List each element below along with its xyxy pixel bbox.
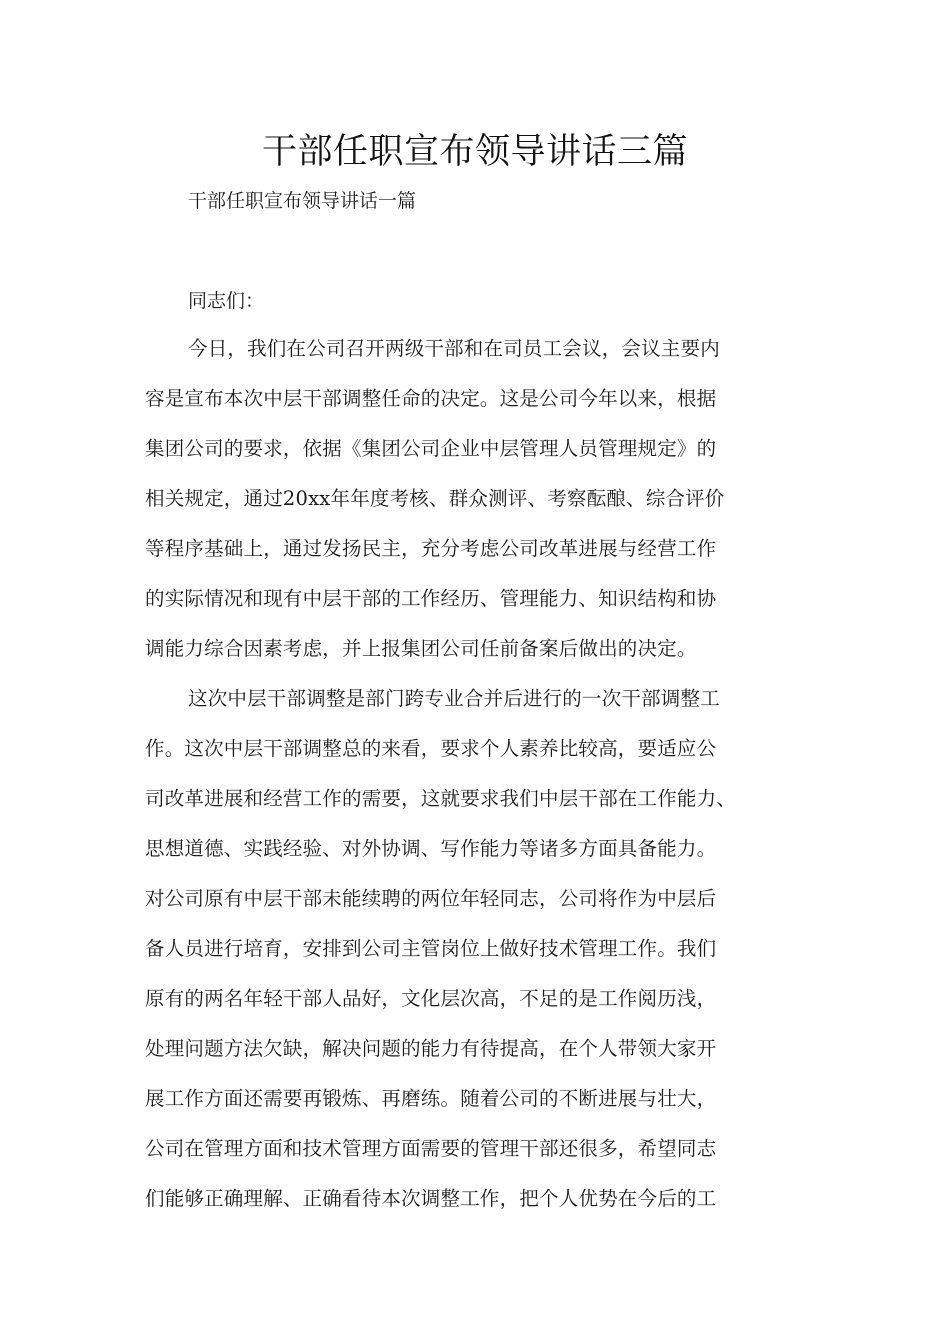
- text-line: 的实际情况和现有中层干部的工作经历、管理能力、知识结构和协: [145, 587, 717, 610]
- text-line: 这次中层干部调整是部门跨专业合并后进行的一次干部调整工: [188, 687, 720, 710]
- text-line: 等程序基础上，通过发扬民主，充分考虑公司改革进展与经营工作: [145, 537, 717, 560]
- text-line: 处理问题方法欠缺，解决问题的能力有待提高，在个人带领大家开: [145, 1037, 717, 1060]
- text-line: 展工作方面还需要再锻炼、再磨练。随着公司的不断进展与壮大，: [145, 1087, 717, 1110]
- text-line: 原有的两名年轻干部人品好，文化层次高，不足的是工作阅历浅，: [145, 987, 717, 1010]
- text-line: 调能力综合因素考虑，并上报集团公司任前备案后做出的决定。: [145, 637, 697, 660]
- text-line: 备人员进行培育，安排到公司主管岗位上做好技术管理工作。我们: [145, 937, 717, 960]
- body-text: [145, 334, 825, 1234]
- text-line: 们能够正确理解、正确看待本次调整工作，把个人优势在今后的工: [145, 1187, 717, 1210]
- text-line: 对公司原有中层干部未能续聘的两位年轻同志，公司将作为中层后: [145, 887, 717, 910]
- text-line: 容是宣布本次中层干部调整任命的决定。这是公司今年以来，根据: [145, 387, 717, 410]
- text-line: 集团公司的要求，依据《集团公司企业中层管理人员管理规定》的: [145, 437, 717, 460]
- text-line: 公司在管理方面和技术管理方面需要的管理干部还很多，希望同志: [145, 1137, 717, 1160]
- document-title: 干部任职宣布领导讲话三篇: [261, 132, 688, 172]
- document-subtitle: 干部任职宣布领导讲话一篇: [188, 190, 417, 212]
- text-line: 司改革进展和经营工作的需要，这就要求我们中层干部在工作能力、: [145, 787, 737, 810]
- text-line: 今日，我们在公司召开两级干部和在司员工会议，会议主要内: [188, 337, 720, 360]
- salutation: 同志们：: [188, 290, 265, 312]
- text-line: 作。这次中层干部调整总的来看，要求个人素养比较高，要适应公: [145, 737, 717, 760]
- text-line: 相关规定，通过20xx年年度考核、群众测评、考察酝酿、综合评价: [145, 487, 725, 510]
- text-line: 思想道德、实践经验、对外协调、写作能力等诸多方面具备能力。: [145, 837, 717, 860]
